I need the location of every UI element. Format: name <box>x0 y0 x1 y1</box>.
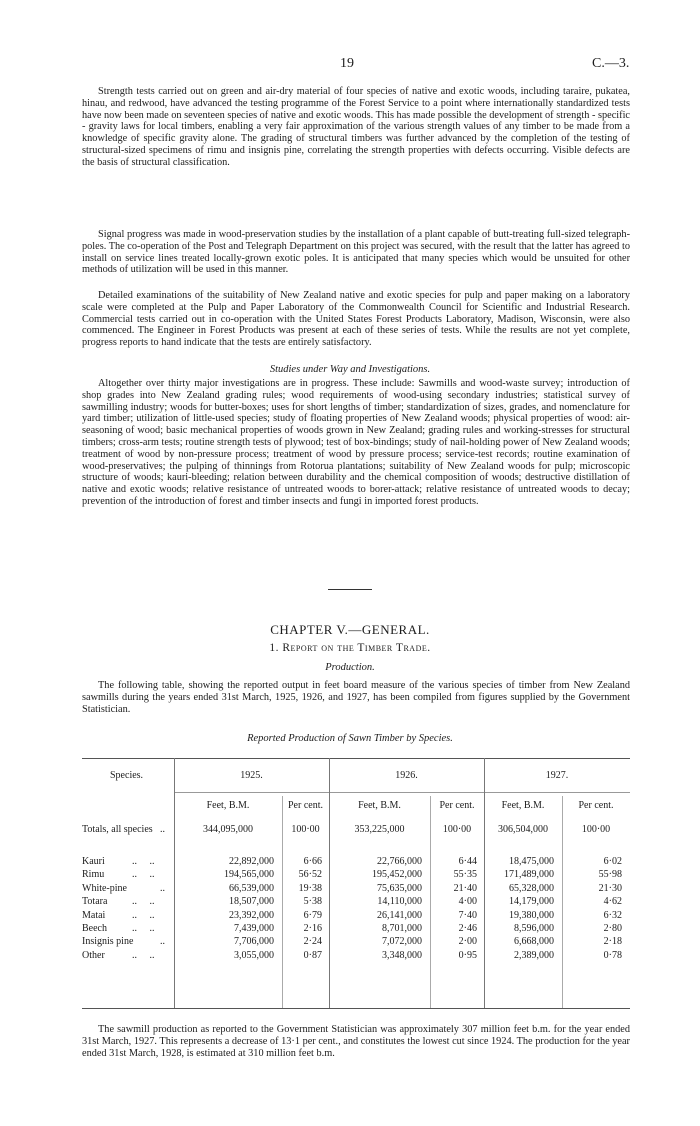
feet-value: 22,766,000 <box>377 856 422 867</box>
species-name: Totara <box>82 896 108 908</box>
leader-dots: .. <box>160 824 165 835</box>
subheader-percent: Per cent. <box>578 800 614 811</box>
page-number: 19 <box>340 56 354 71</box>
feet-value: 2,389,000 <box>514 949 554 961</box>
percent-value: 0·95 <box>458 949 477 961</box>
percent-value: 0·78 <box>603 949 622 961</box>
feet-value: 7,439,000 <box>234 923 274 934</box>
species-name: Insignis pine <box>82 936 134 948</box>
totals-value: 353,225,000 <box>354 824 405 835</box>
table-top-rule <box>82 758 630 759</box>
feet-value: 6,668,000 <box>514 936 554 948</box>
year-header-1926: 1926. <box>395 770 418 781</box>
percent-value: 0·87 <box>303 949 322 961</box>
leader-dots: .. .. <box>132 923 155 934</box>
totals-value: 100·00 <box>291 824 320 835</box>
feet-value: 194,565,000 <box>224 869 274 881</box>
percent-value: 56·52 <box>298 869 322 881</box>
percent-value: 6·66 <box>303 856 322 867</box>
feet-value: 18,507,000 <box>229 896 274 908</box>
table-caption: Reported Production of Sawn Timber by Species. <box>247 733 453 744</box>
totals-value: 100·00 <box>442 824 472 835</box>
feet-value: 66,539,000 <box>229 882 274 894</box>
percent-value: 6·32 <box>603 909 622 921</box>
percent-value: 2·18 <box>603 936 622 948</box>
percent-value: 2·46 <box>458 923 477 934</box>
species-header: Species. <box>110 770 144 781</box>
percent-value: 2·80 <box>603 923 622 934</box>
feet-value: 7,706,000 <box>234 936 274 948</box>
species-name: Other <box>82 949 105 961</box>
percent-value: 4·00 <box>458 896 477 908</box>
production-heading: Production. <box>325 662 375 673</box>
leader-dots: .. .. <box>132 949 155 961</box>
totals-value: 100·00 <box>581 824 611 835</box>
year-header-1925: 1925. <box>240 770 263 781</box>
subheader-feet: Feet, B.M. <box>501 800 545 811</box>
subheader-feet: Feet, B.M. <box>206 800 250 811</box>
section-title: 1. Report on the Timber Trade. <box>269 642 431 654</box>
percent-value: 21·30 <box>598 882 622 894</box>
feet-value: 3,348,000 <box>382 949 422 961</box>
paragraph-studies: Altogether over thirty major investigations are in progress. These include: Sawmills and wood-waste survey; introduction of shop grades into New Zealand grading rules; wood requirements of wood-using secondary industries; statistical survey of sawmilling industry; woods for butter-boxes; uses for short lengths of timber; standardization of sizes, grades, and nomenclature for yard timber; utilization of little-used species; study of floating properties of New Zealand woods; physical properties of wood: air-seasoning of wood; basic mechanical properties of woods grown in New Zealand; grading rules and working-stresses for structural timbers; cross-arm tests; routine strength tests of plywood; test of box-bindings; study of nail-holding power of New Zealand woods; treatment of wood by non-pressure process; treatment of wood by pressure process; service-test records; routine examination of wood-preservatives; the pulping of thinnings from Rotorua plantations; suitability of New Zealand woods for pulp; microscopic structure of woods; kauri-bleeding; relation between durability and the chemical composition of woods; destructive distillation of native and exotic woods; relative resistance of untreated woods to borer-attack; relative resistance of untreated woods to decay; prevention of the introduction of forest and timber insects and fungi in imported forest products. <box>82 378 630 507</box>
species-name: White-pine <box>82 882 127 894</box>
section-divider <box>328 589 372 590</box>
leader-dots: .. <box>160 936 165 948</box>
percent-value: 19·38 <box>298 882 322 894</box>
feet-value: 18,475,000 <box>509 856 554 867</box>
percent-value: 7·40 <box>458 909 477 921</box>
feet-value: 3,055,000 <box>234 949 274 961</box>
percent-value: 6·02 <box>603 856 622 867</box>
paragraph-closing: The sawmill production as reported to the Government Statistician was approximately 307 million feet b.m. for the year ended 31st March, 1927. This represents a decrease of 13·1 per cent., and constitutes the lowest cut since 1924. The production for the year ended 31st March, 1928, is estimated at 310 million feet b.m. <box>82 1024 630 1059</box>
feet-value: 171,489,000 <box>504 869 554 881</box>
species-name: Rimu <box>82 869 105 881</box>
subheader-percent: Per cent. <box>439 800 475 811</box>
year-header-1927: 1927. <box>545 770 569 781</box>
totals-label: Totals, all species <box>82 824 153 835</box>
studies-heading: Studies under Way and Investigations. <box>269 364 431 375</box>
feet-value: 19,380,000 <box>509 909 554 921</box>
table-year-rule <box>174 792 630 793</box>
feet-value: 75,635,000 <box>377 882 422 894</box>
paragraph-pulp-paper: Detailed examinations of the suitability of New Zealand native and exotic species for pulp and paper making on a laboratory scale were completed at the Pulp and Paper Laboratory of the Commonwealth Council for Scientific and Industrial Research. Commercial tests carried out in co-operation with the United States Forest Products Laboratory, Madison, Wisconsin, were also commenced. The Engineer in Forest Products was present at each of these series of tests. While the results are not yet complete, progress reports to hand indicate that the tests are entirely satisfactory. <box>82 290 630 349</box>
leader-dots: .. .. <box>132 869 155 881</box>
feet-value: 23,392,000 <box>229 909 274 921</box>
subheader-percent: Per cent. <box>288 800 323 811</box>
table-bottom-rule <box>82 1008 630 1009</box>
feet-value: 26,141,000 <box>377 909 422 921</box>
leader-dots: .. .. <box>132 909 155 921</box>
document-code: C.—3. <box>592 56 630 71</box>
percent-value: 2·24 <box>303 936 322 948</box>
percent-value: 2·00 <box>458 936 477 948</box>
percent-value: 21·40 <box>453 882 477 894</box>
percent-value: 5·38 <box>303 896 322 908</box>
feet-value: 14,179,000 <box>509 896 554 908</box>
leader-dots: .. <box>160 882 165 894</box>
feet-value: 195,452,000 <box>372 869 422 881</box>
leader-dots: .. .. <box>132 856 155 867</box>
percent-value: 6·79 <box>303 909 322 921</box>
percent-value: 4·62 <box>603 896 622 908</box>
paragraph-strength-tests: Strength tests carried out on green and air-dry material of four species of native and exotic woods, including taraire, pukatea, hinau, and redwood, have advanced the testing programme of the Forest Service to a point where internationally standardized tests have now been made on seventeen species of native and exotic woods. This has made possible the development of strength - specific - gravity laws for local timbers, enabling a very fair approximation of the various strength values of any timber to be made from a knowledge of specific gravity alone. The grading of structural timbers was further advanced by the completion of the testing of structural-sized specimens of rimu and insignis pine, correlating the strength properties with defects occurring. Visible defects are the basis of structural classification. <box>82 86 630 168</box>
totals-value: 344,095,000 <box>203 824 253 835</box>
percent-value: 2·16 <box>303 923 322 934</box>
species-name: Matai <box>82 909 106 921</box>
paragraph-production-intro: The following table, showing the reported output in feet board measure of the various species of timber from New Zealand sawmills during the years ended 31st March, 1925, 1926, and 1927, has been compiled from figures supplied by the Government Statistician. <box>82 680 630 715</box>
species-name: Kauri <box>82 856 105 867</box>
percent-value: 55·35 <box>453 869 477 881</box>
feet-value: 22,892,000 <box>229 856 274 867</box>
species-name: Beech <box>82 923 107 934</box>
feet-value: 7,072,000 <box>382 936 422 948</box>
paragraph-wood-preservation: Signal progress was made in wood-preservation studies by the installation of a plant capable of butt-treating full-sized telegraph-poles. The co-operation of the Post and Telegraph Department on this project was secured, with the result that the latter has agreed to install on service lines treated locally-grown exotic poles. It is anticipated that many species which would be unsuited for other methods of utilization will be used in this manner. <box>82 229 630 276</box>
leader-dots: .. .. <box>132 896 155 908</box>
feet-value: 8,701,000 <box>382 923 422 934</box>
chapter-title: CHAPTER V.—GENERAL. <box>270 622 430 637</box>
percent-value: 55·98 <box>598 869 622 881</box>
percent-value: 6·44 <box>458 856 477 867</box>
timber-production-table <box>82 758 630 1008</box>
totals-value: 306,504,000 <box>498 824 548 835</box>
subheader-feet: Feet, B.M. <box>358 800 401 811</box>
feet-value: 8,596,000 <box>514 923 554 934</box>
feet-value: 14,110,000 <box>377 896 422 908</box>
feet-value: 65,328,000 <box>509 882 554 894</box>
